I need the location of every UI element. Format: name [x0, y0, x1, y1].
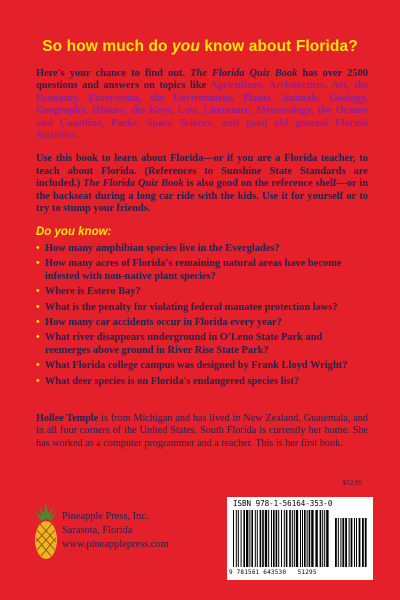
list-item [36, 243, 368, 255]
intro-middle: has over 2500 questions and answers on topics like [36, 68, 368, 92]
list-item [36, 286, 368, 298]
pineapple-icon [32, 500, 60, 566]
title-before: So how much do [42, 38, 173, 55]
publisher-website[interactable]: www.pineapplepress.com [62, 539, 169, 550]
bullet-icon: • [36, 316, 40, 328]
usage-book-title: The Florida Quiz Book [83, 178, 184, 190]
publisher-block [32, 495, 222, 575]
isbn-label: ISBN 978-1-56164-353-0 [233, 499, 333, 508]
barcode-addon-digits: 51295 [297, 569, 317, 576]
description-block [36, 68, 368, 391]
list-item [36, 376, 368, 388]
author-bio [36, 413, 368, 450]
author-bio-text: is from Michigan and has lived in New Zealand, Guatemala, and in all four corners of the United States. South Florida is currently her home. She has worked as a computer programmer and a teacher. This is her first book. [36, 413, 368, 449]
question-text: How many car accidents occur in Florida every year? [45, 316, 282, 328]
list-item [36, 332, 368, 357]
topics-list: Agriculture, Architecture, Art, the Economy, Ecosystems, the Environment, Plants, Animals, Geology, Geography, History, the Keys, Law, Literature, Meteorology, the Oceans and Coastline, Parks, Space Science, and good old general Florida Statistics. [36, 80, 369, 142]
do-you-know-heading: Do you know: [36, 226, 112, 239]
price-label: $12.95 [342, 479, 362, 487]
question-text: How many acres of Florida's remaining natural areas have become infested with non-native plant species? [45, 258, 342, 282]
bullet-icon: • [36, 286, 40, 298]
bullet-icon: • [36, 332, 40, 344]
barcode-digits [229, 569, 371, 576]
question-text: Where is Estero Bay? [45, 286, 141, 298]
question-text: What deer species is on Florida's endangered species list? [45, 375, 300, 387]
title-after: know about Florida? [199, 38, 358, 55]
author-name: Hollee Temple [36, 413, 99, 424]
bullet-icon: • [36, 375, 40, 387]
bullet-icon: • [36, 301, 40, 313]
question-text: What is the penalty for violating federal manatee protection laws? [45, 301, 338, 313]
question-list [36, 243, 368, 388]
list-item [36, 317, 368, 329]
list-item [36, 258, 368, 283]
publisher-info [62, 510, 169, 552]
question-text: How many amphibian species live in the Everglades? [45, 242, 280, 254]
publisher-name: Pineapple Press, Inc. [62, 511, 149, 522]
barcode-icon [231, 510, 369, 567]
bullet-icon: • [36, 242, 40, 254]
intro-book-title: The Florida Quiz Book [190, 68, 298, 79]
intro-paragraph [36, 68, 368, 142]
question-text: What river disappears underground in O'Leno State Park and reemerges above ground in River Rise State Park? [45, 332, 323, 356]
barcode-panel [227, 497, 373, 580]
intro-lead: Here's your chance to find out. [36, 68, 191, 79]
usage-part1: Use this book to learn about Florida—or if you are a Florida teacher, to teach about Florida. (References to Sunshine State Standards are included.) [36, 153, 368, 190]
usage-paragraph [36, 153, 368, 215]
list-item [36, 302, 368, 314]
back-cover-title [0, 38, 400, 56]
question-text: What Florida college campus was designed by Frank Lloyd Wright? [45, 360, 348, 372]
title-emphasis: you [172, 38, 200, 55]
bullet-icon: • [36, 360, 40, 372]
barcode-main-digits: 9 781561 643530 [229, 569, 287, 576]
list-item [36, 360, 368, 372]
publisher-location: Sarasota, Florida [62, 525, 133, 536]
usage-part2: is also good on the reference shelf—or in the backseat during a long car ride with the kids. Use it for yourself or to try to stump your friends. [36, 178, 368, 215]
bullet-icon: • [36, 258, 40, 270]
